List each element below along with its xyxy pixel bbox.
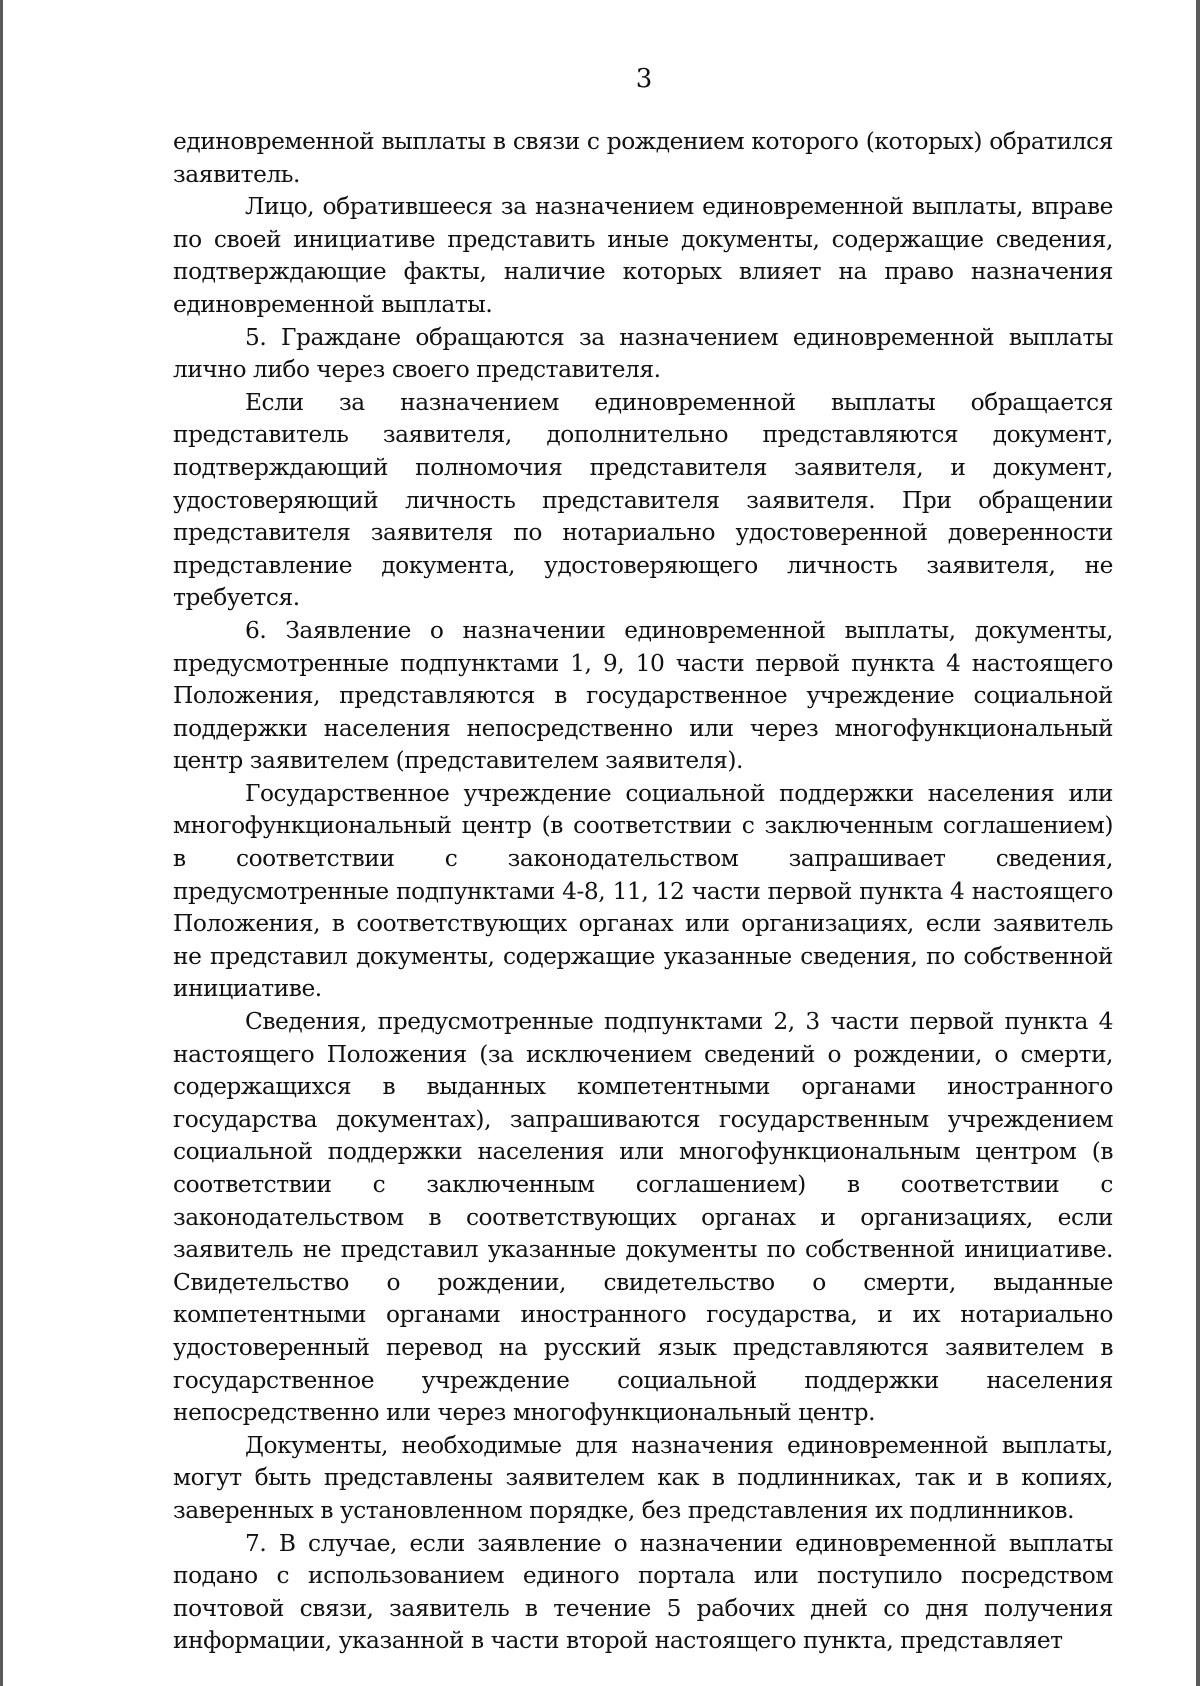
scan-left-edge: [0, 0, 3, 1686]
paragraph: Сведения, предусмотренные подпунктами 2, 3 части первой пункта 4 настоящего Положения (за исключением сведений о рождении, о смерти, содержащихся в выданных компетентными органами иностранного государства документах), запрашиваются государственным учреждением социальной поддержки населения или многофункциональным центром (в соответствии с заключенным соглашением) в соответствии с законодательством в соответствующих органах и организациях, если заявитель не представил указанные документы по собственной инициативе. Свидетельство о рождении, свидетельство о смерти, выданные компетентными органами иностранного государства, и их нотариально удостоверенный перевод на русский язык представляются заявителем в государственное учреждение социальной поддержки населения непосредственно или через многофункциональный центр.: [173, 1008, 1113, 1427]
paragraph-item-7: 7. В случае, если заявление о назначении единовременной выплаты подано с использованием единого портала или поступило посредством почтовой связи, заявитель в течение 5 рабочих дней со дня получения информации, указанной в части второй настоящего пункта, представляет: [173, 1529, 1113, 1655]
document-body: [173, 126, 1113, 1658]
paragraph-continuation: единовременной выплаты в связи с рождением которого (которых) обратился заявитель.: [173, 128, 1113, 188]
paragraph: Государственное учреждение социальной поддержки населения или многофункциональный центр (в соответствии с заключенным соглашением) в соответствии с законодательством запрашивает сведения, предусмотренные подпунктами 4-8, 11, 12 части первой пункта 4 настоящего Положения, в соответствующих органах или организациях, если заявитель не представил документы, содержащие указанные сведения, по собственной инициативе.: [173, 779, 1113, 1003]
paragraph: Если за назначением единовременной выплаты обращается представитель заявителя, дополнительно представляются документ, подтверждающий полномочия представителя заявителя, и документ, удостоверяющий личность представителя заявителя. При обращении представителя заявителя по нотариально удостоверенной доверенности представление документа, удостоверяющего личность заявителя, не требуется.: [173, 388, 1113, 612]
paragraph-item-6: 6. Заявление о назначении единовременной выплаты, документы, предусмотренные подпунктами 1, 9, 10 части первой пункта 4 настоящего Положения, представляются в государственное учреждение социальной поддержки населения непосредственно или через многофункциональный центр заявителем (представителем заявителя).: [173, 616, 1113, 775]
paragraph: Лицо, обратившееся за назначением единовременной выплаты, вправе по своей инициативе представить иные документы, содержащие сведения, подтверждающие факты, наличие которых влияет на право назначения единовременной выплаты.: [173, 193, 1113, 318]
paragraph-item-5: 5. Граждане обращаются за назначением единовременной выплаты лично либо через своего представителя.: [173, 323, 1113, 384]
scan-right-edge: [1196, 0, 1200, 1686]
page-number: 3: [635, 64, 653, 94]
paragraph: Документы, необходимые для назначения единовременной выплаты, могут быть представлены заявителем как в подлинниках, так и в копиях, заверенных в установленном порядке, без представления их подлинников.: [173, 1431, 1113, 1524]
